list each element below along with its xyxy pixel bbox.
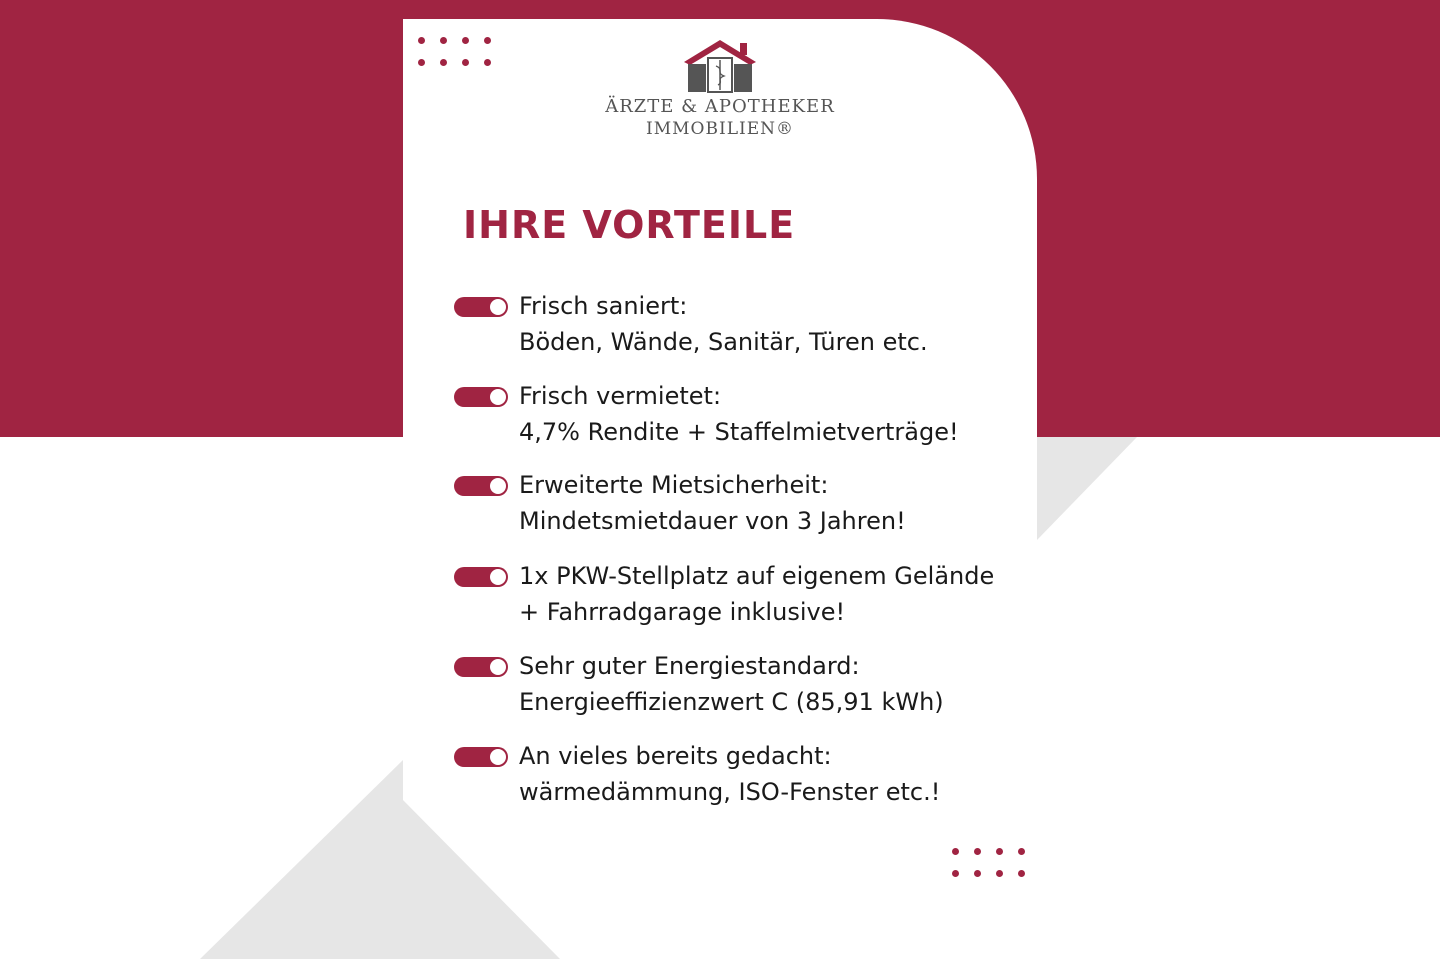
benefit-item: [454, 383, 1044, 463]
house-icon: [680, 38, 760, 94]
benefit-title: Frisch saniert:: [519, 292, 688, 320]
logo-name-line1: ÄRZTE & APOTHEKER: [605, 96, 835, 117]
benefit-item: [454, 653, 1044, 733]
benefit-item: [454, 563, 1044, 643]
benefit-item: [454, 743, 1044, 823]
benefit-title: Sehr guter Energiestandard:: [519, 652, 860, 680]
benefit-title: Erweiterte Mietsicherheit:: [519, 471, 829, 499]
toggle-icon: [454, 476, 508, 496]
decorative-dots-bottom-right: [952, 848, 1025, 877]
benefit-title: 1x PKW-Stellplatz auf eigenem Gelände: [519, 562, 995, 590]
toggle-icon: [454, 657, 508, 677]
toggle-icon: [454, 567, 508, 587]
benefit-detail: Energieeffizienzwert C (85,91 kWh): [519, 688, 944, 716]
benefit-item: [454, 472, 1044, 552]
decorative-dots-top-left: [418, 37, 491, 66]
toggle-icon: [454, 297, 508, 317]
benefit-detail: wärmedämmung, ISO-Fenster etc.!: [519, 778, 941, 806]
benefit-detail: Mindetsmietdauer von 3 Jahren!: [519, 507, 906, 535]
benefit-item: [454, 293, 1044, 373]
logo-name-line2: IMMOBILIEN®: [646, 119, 794, 139]
benefit-title: Frisch vermietet:: [519, 382, 722, 410]
toggle-icon: [454, 387, 508, 407]
benefit-detail: 4,7% Rendite + Staffelmietverträge!: [519, 418, 959, 446]
benefit-title: An vieles bereits gedacht:: [519, 742, 832, 770]
company-logo: [600, 38, 840, 148]
benefit-detail: Böden, Wände, Sanitär, Türen etc.: [519, 328, 928, 356]
page-title: IHRE VORTEILE: [463, 203, 796, 247]
toggle-icon: [454, 747, 508, 767]
benefit-detail: + Fahrradgarage inklusive!: [519, 598, 846, 626]
